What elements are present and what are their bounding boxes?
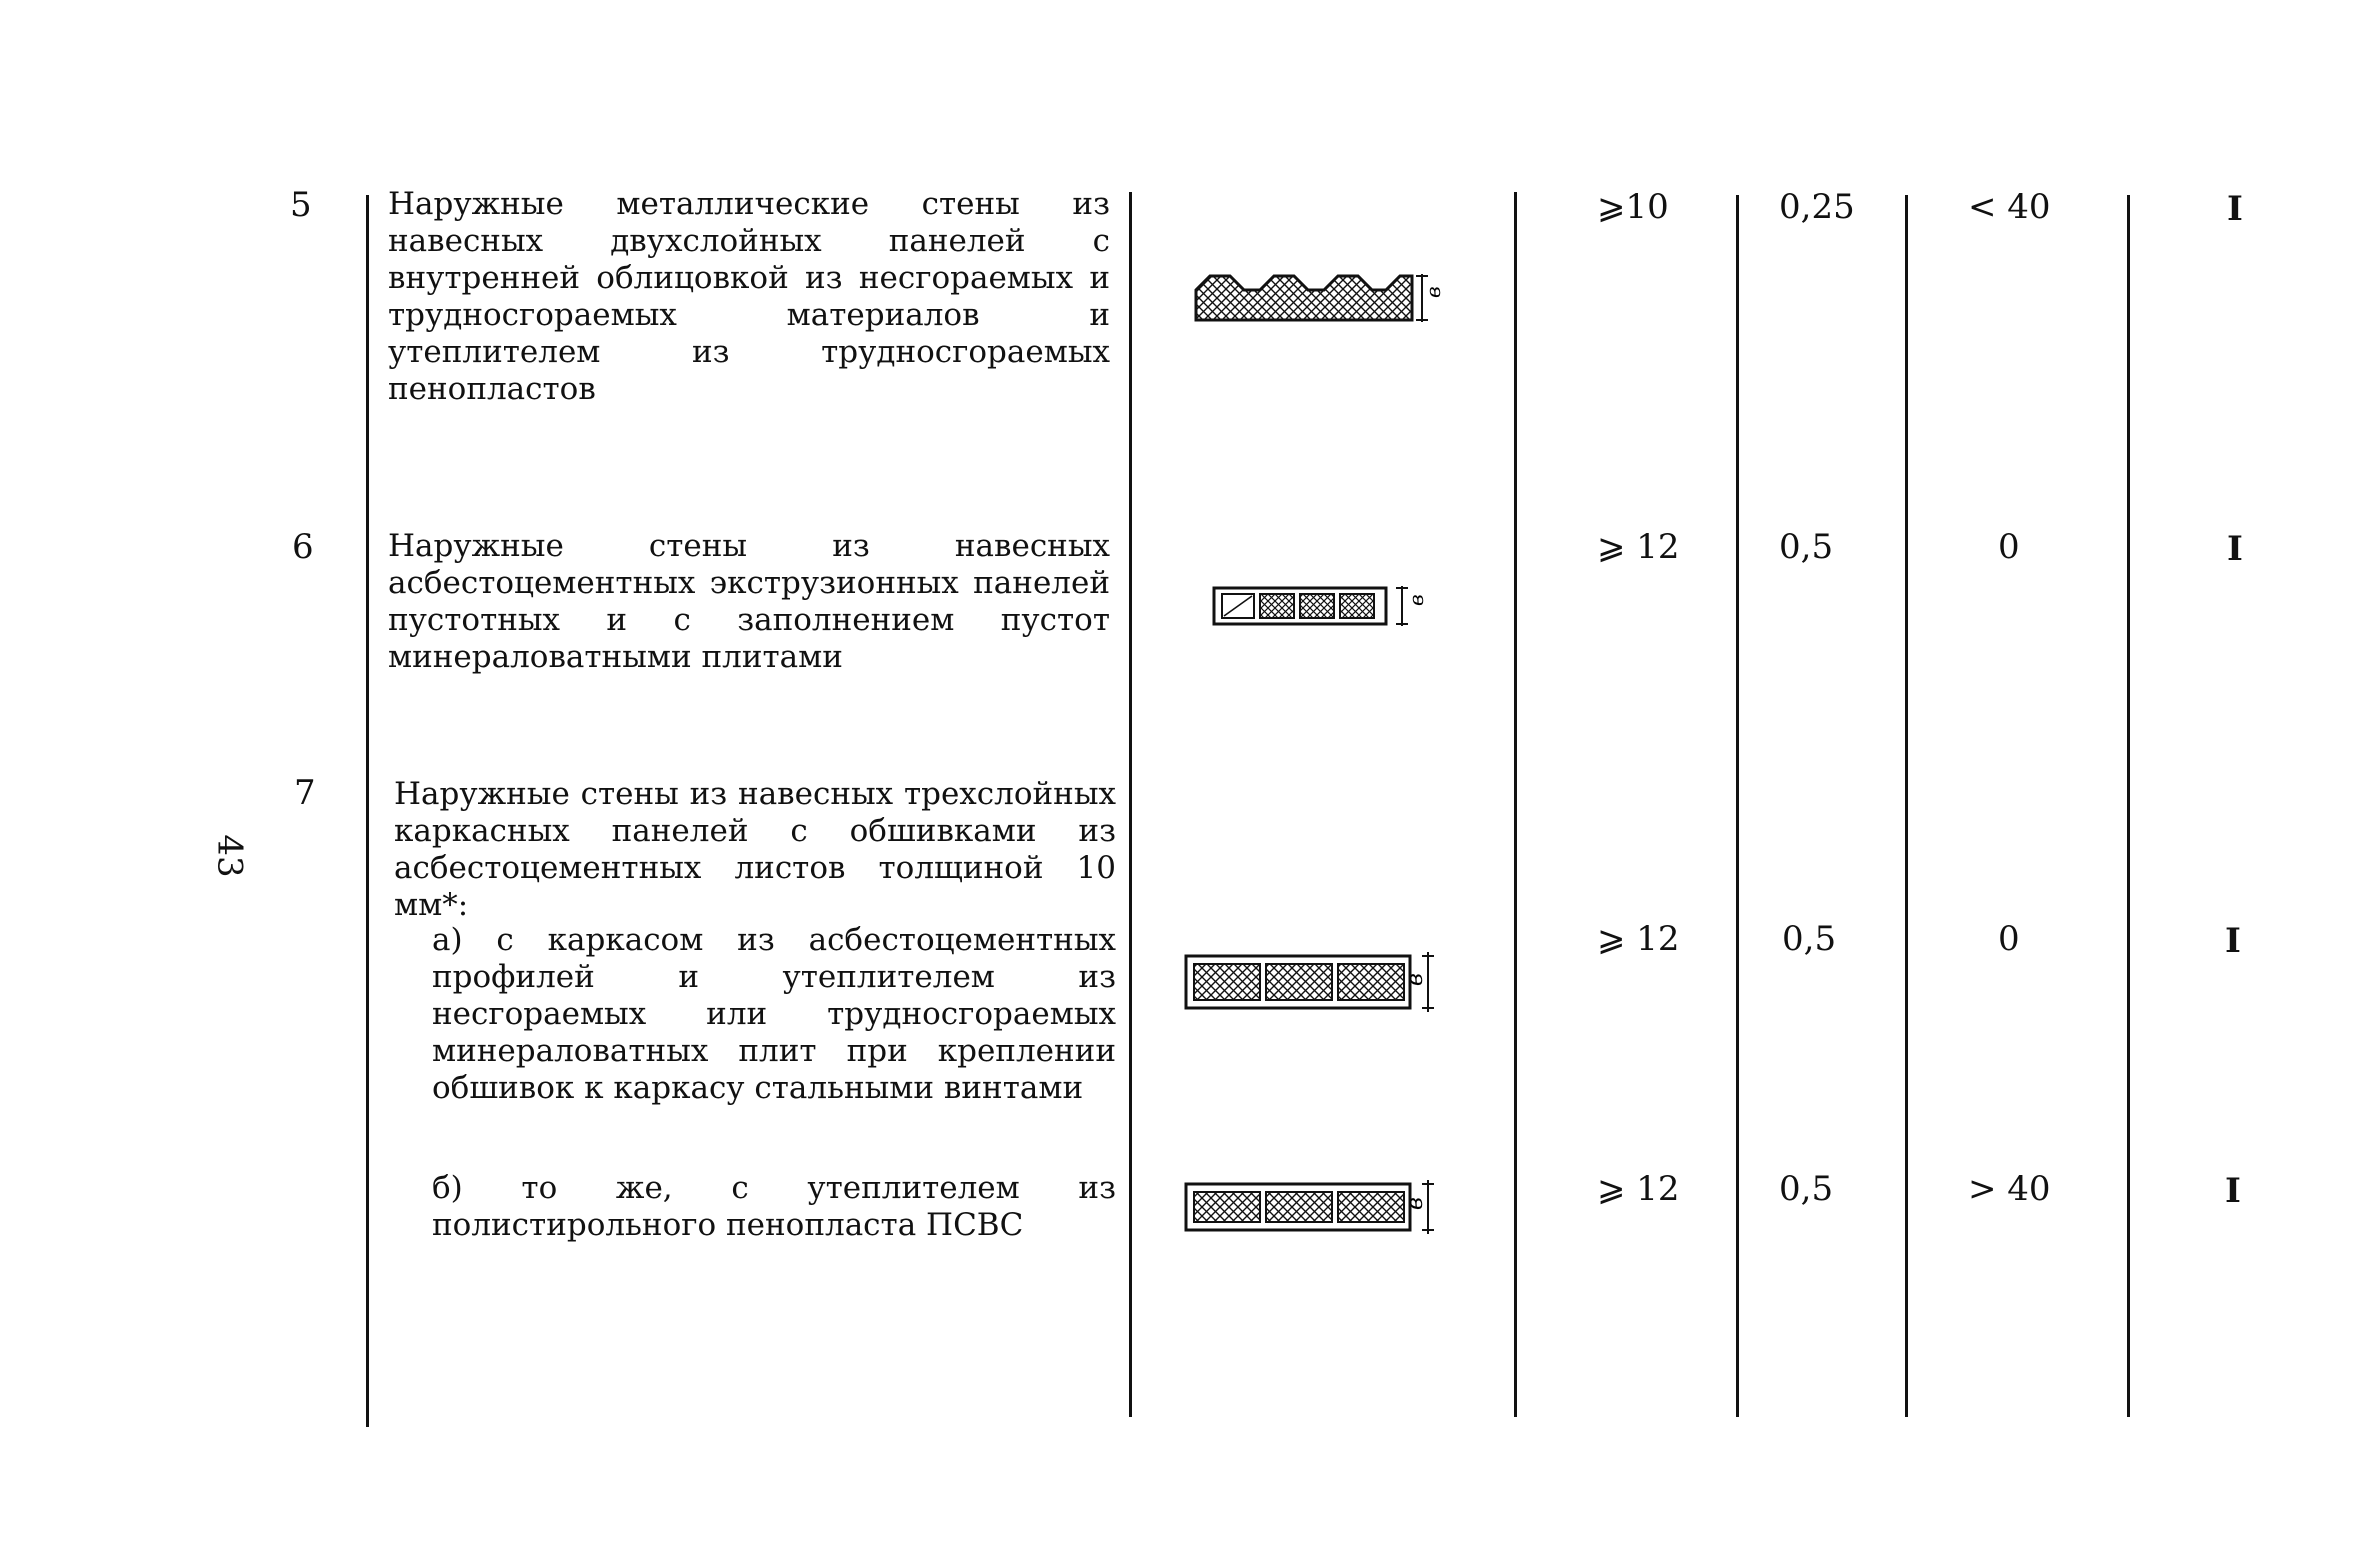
column-rule-2 (1129, 192, 1132, 1417)
column-rule-5 (1905, 195, 1908, 1417)
row-index: 7 (294, 773, 316, 813)
damage-value: > 40 (1968, 1169, 2051, 1209)
sketch-dimension-label: в (1421, 286, 1445, 298)
column-rule-1 (366, 195, 369, 1427)
damage-value: 0 (1998, 919, 2020, 959)
column-rule-6 (2127, 195, 2130, 1417)
fire-limit-value: 0,25 (1779, 187, 1855, 227)
class-value: I (2227, 529, 2243, 569)
fire-limit-value: 0,5 (1782, 919, 1837, 959)
row-description: Наружные стены из навесных трехслойных каркасных панелей с обшивками из асбестоцементных листов толщиной 10 мм*: (394, 776, 1116, 923)
panel-sketch-corrugated (1190, 262, 1445, 324)
class-value: I (2225, 921, 2241, 961)
panel-sketch-framed-polystyrene (1184, 1180, 1454, 1236)
sketch-dimension-label: в (1403, 973, 1428, 986)
class-value: I (2227, 189, 2243, 229)
sketch-dimension-label: в (1403, 1197, 1428, 1210)
thickness-value: ⩾10 (1597, 187, 1669, 227)
row-index: 6 (292, 527, 314, 567)
thickness-value: ⩾ 12 (1597, 919, 1680, 959)
panel-sketch-hollow (1212, 580, 1432, 632)
row-index: 5 (290, 185, 312, 225)
thickness-value: ⩾ 12 (1597, 1169, 1680, 1209)
page-number: 43 (209, 834, 250, 878)
panel-sketch-framed-mineral (1184, 950, 1454, 1014)
column-rule-4 (1736, 195, 1739, 1417)
damage-value: < 40 (1968, 187, 2051, 227)
row-description: Наружные металлические стены из навесных двухслойных панелей с внутренней облицовкой из несгораемых и трудносгораемых материалов и утеплителем из трудносгораемых пенопластов (388, 186, 1110, 407)
fire-limit-value: 0,5 (1779, 527, 1834, 567)
fire-limit-value: 0,5 (1779, 1169, 1834, 1209)
damage-value: 0 (1998, 527, 2020, 567)
subitem-description: а) с каркасом из асбестоцементных профилей и утеплителем из несгораемых или трудносгораемых минераловатных плит при креплении обшивок к каркасу стальными винтами (432, 922, 1116, 1106)
subitem-description: б) то же, с утеплителем из полистирольного пенопласта ПСВС (432, 1170, 1116, 1243)
column-rule-3 (1514, 192, 1517, 1417)
row-description: Наружные стены из навесных асбестоцементных экструзионных панелей пустотных и с заполнением пустот минераловатными плитами (388, 528, 1110, 675)
class-value: I (2225, 1171, 2241, 1211)
sketch-dimension-label: в (1404, 594, 1428, 606)
thickness-value: ⩾ 12 (1597, 527, 1680, 567)
